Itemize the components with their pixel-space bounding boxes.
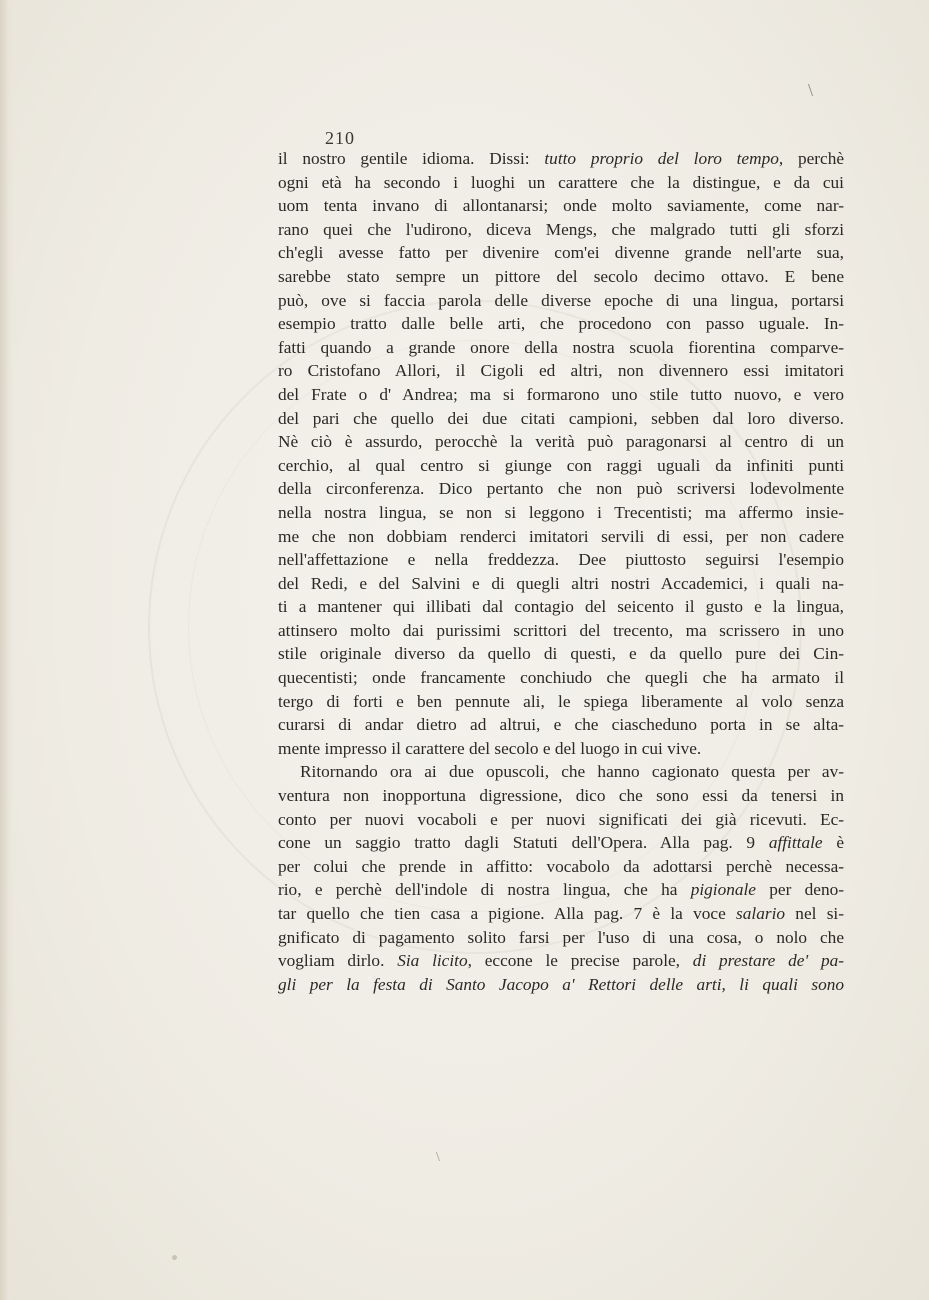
- text-run: è: [822, 833, 844, 853]
- text-run: tergo di forti e ben pennute ali, le spiega liberamente al volo senza: [278, 691, 844, 711]
- text-line: [278, 265, 844, 289]
- text-run: del Redi, e del Salvini e di quegli altri nostri Accademici, i quali na-: [278, 573, 844, 593]
- text-run: per deno-: [755, 880, 844, 900]
- text-line: [278, 383, 844, 407]
- text-run: gnificato di pagamento solito farsi per l'uso di una cosa, o nolo che: [278, 927, 844, 947]
- text-line: [278, 784, 844, 808]
- paragraph: [278, 760, 844, 996]
- text-line: [278, 973, 844, 997]
- body-text: [278, 147, 844, 996]
- text-line: [278, 218, 844, 242]
- page-number: 210: [325, 128, 355, 148]
- text-run: ti a mantener qui illibati dal contagio del seicento il gusto e la lingua,: [278, 597, 844, 617]
- text-run: nella nostra lingua, se non si leggono i Trecentisti; ma affermo insie-: [278, 502, 844, 522]
- text-line: [278, 713, 844, 737]
- text-run: fatti quando a grande onore della nostra scuola fiorentina comparve-: [278, 337, 844, 357]
- text-run: nell'affettazione e nella freddezza. Dee piuttosto seguirsi l'esempio: [278, 550, 844, 570]
- text-line: [278, 407, 844, 431]
- text-run: curarsi di andar dietro ad altrui, e che ciascheduno porta in se alta-: [278, 715, 844, 735]
- text-run: esempio tratto dalle belle arti, che procedono con passo uguale. In-: [278, 314, 844, 334]
- italic-text: affittale: [768, 833, 823, 853]
- text-line: [278, 171, 844, 195]
- text-run: cerchio, al qual centro si giunge con raggi uguali da infiniti punti: [278, 455, 844, 475]
- italic-text: pigionale: [690, 880, 756, 900]
- text-line: [278, 548, 844, 572]
- text-run: uom tenta invano di allontanarsi; onde molto saviamente, come nar-: [278, 196, 844, 216]
- text-line: [278, 241, 844, 265]
- text-line: [278, 878, 844, 902]
- text-run: ch'egli avesse fatto per divenire com'ei divenne grande nell'arte sua,: [278, 243, 844, 263]
- text-line: [278, 902, 844, 926]
- text-line: [278, 642, 844, 666]
- text-run: nel si-: [785, 904, 844, 923]
- text-run: Ritornando ora ai due opuscoli, che hanno cagionato questa per av-: [300, 762, 844, 782]
- text-run: Nè ciò è assurdo, perocchè la verità può paragonarsi al centro di un: [278, 432, 844, 452]
- text-line: [278, 147, 844, 171]
- italic-text: gli per la festa di Santo Jacopo a' Rettori delle arti, li quali sono: [278, 974, 844, 994]
- text-line: [278, 949, 844, 973]
- text-run: vogliam dirlo.: [278, 951, 398, 971]
- text-line: [278, 312, 844, 336]
- text-run: del pari che quello dei due citati campioni, sebben dal loro diverso.: [278, 408, 844, 428]
- bottom-pencil-mark: \: [436, 1150, 440, 1165]
- text-line: [278, 525, 844, 549]
- text-line: [278, 289, 844, 313]
- text-line: [278, 619, 844, 643]
- text-run: ro Cristofano Allori, il Cigoli ed altri, non divennero essi imitatori: [278, 361, 844, 381]
- text-run: rano quei che l'udirono, diceva Mengs, che malgrado tutti gli sforzi: [278, 219, 844, 239]
- text-line: [278, 572, 844, 596]
- text-line: [278, 831, 844, 855]
- italic-text: Sia licito: [397, 951, 468, 971]
- text-run: per colui che prende in affitto: vocabolo da adottarsi perchè necessa-: [278, 856, 844, 876]
- text-line: [278, 359, 844, 383]
- text-run: mente impresso il carattere del secolo e del luogo in cui vive.: [278, 738, 702, 758]
- text-line: [278, 855, 844, 879]
- text-line: [278, 430, 844, 454]
- text-run: sarebbe stato sempre un pittore del secolo decimo ottavo. E bene: [278, 266, 844, 286]
- text-line: [278, 760, 844, 784]
- text-run: del Frate o d' Andrea; ma si formarono uno stile tutto nuovo, e vero: [278, 384, 844, 404]
- italic-text: salario: [736, 904, 786, 923]
- corner-pencil-mark: \: [808, 80, 814, 100]
- text-line: [278, 454, 844, 478]
- text-run: stile originale diverso da quello di questi, e da quello pure dei Cin-: [278, 644, 844, 664]
- text-run: me che non dobbiam renderci imitatori servili di essi, per non cadere: [278, 526, 844, 546]
- text-run: il nostro gentile idioma. Dissi:: [278, 149, 545, 168]
- text-run: può, ove si faccia parola delle diverse epoche di una lingua, portarsi: [278, 290, 844, 310]
- text-run: , eccone le precise parole,: [467, 951, 693, 971]
- text-line: [278, 926, 844, 950]
- text-line: [278, 477, 844, 501]
- page-binding-edge: [0, 0, 14, 1300]
- text-line: [278, 808, 844, 832]
- italic-text: di prestare de' pa-: [692, 951, 844, 971]
- text-run: tar quello che tien casa a pigione. Alla pag. 7 è la voce: [278, 904, 737, 923]
- text-run: attinsero molto dai purissimi scrittori del trecento, ma scrissero in uno: [278, 620, 844, 640]
- text-line: [278, 666, 844, 690]
- text-run: , perchè: [778, 149, 845, 168]
- text-line: [278, 336, 844, 360]
- text-run: quecentisti; onde francamente conchiudo che quegli che ha armato il: [278, 668, 844, 688]
- text-line: [278, 595, 844, 619]
- text-run: rio, e perchè dell'indole di nostra lingua, che ha: [278, 880, 691, 900]
- italic-text: tutto proprio del loro tempo: [544, 149, 779, 168]
- text-run: ventura non inopportuna digressione, dico che sono essi da tenersi in: [278, 786, 844, 806]
- paragraph: [278, 147, 844, 760]
- text-run: ogni età ha secondo i luoghi un carattere che la distingue, e da cui: [278, 172, 844, 192]
- text-line: [278, 194, 844, 218]
- text-line: [278, 737, 844, 761]
- paper-speck: [172, 1255, 177, 1260]
- text-run: cone un saggio tratto dagli Statuti dell'Opera. Alla pag. 9: [278, 833, 769, 853]
- text-line: [278, 501, 844, 525]
- text-run: conto per nuovi vocaboli e per nuovi significati dei già ricevuti. Ec-: [278, 809, 844, 829]
- text-line: [278, 690, 844, 714]
- text-run: della circonferenza. Dico pertanto che non può scriversi lodevolmente: [278, 479, 844, 499]
